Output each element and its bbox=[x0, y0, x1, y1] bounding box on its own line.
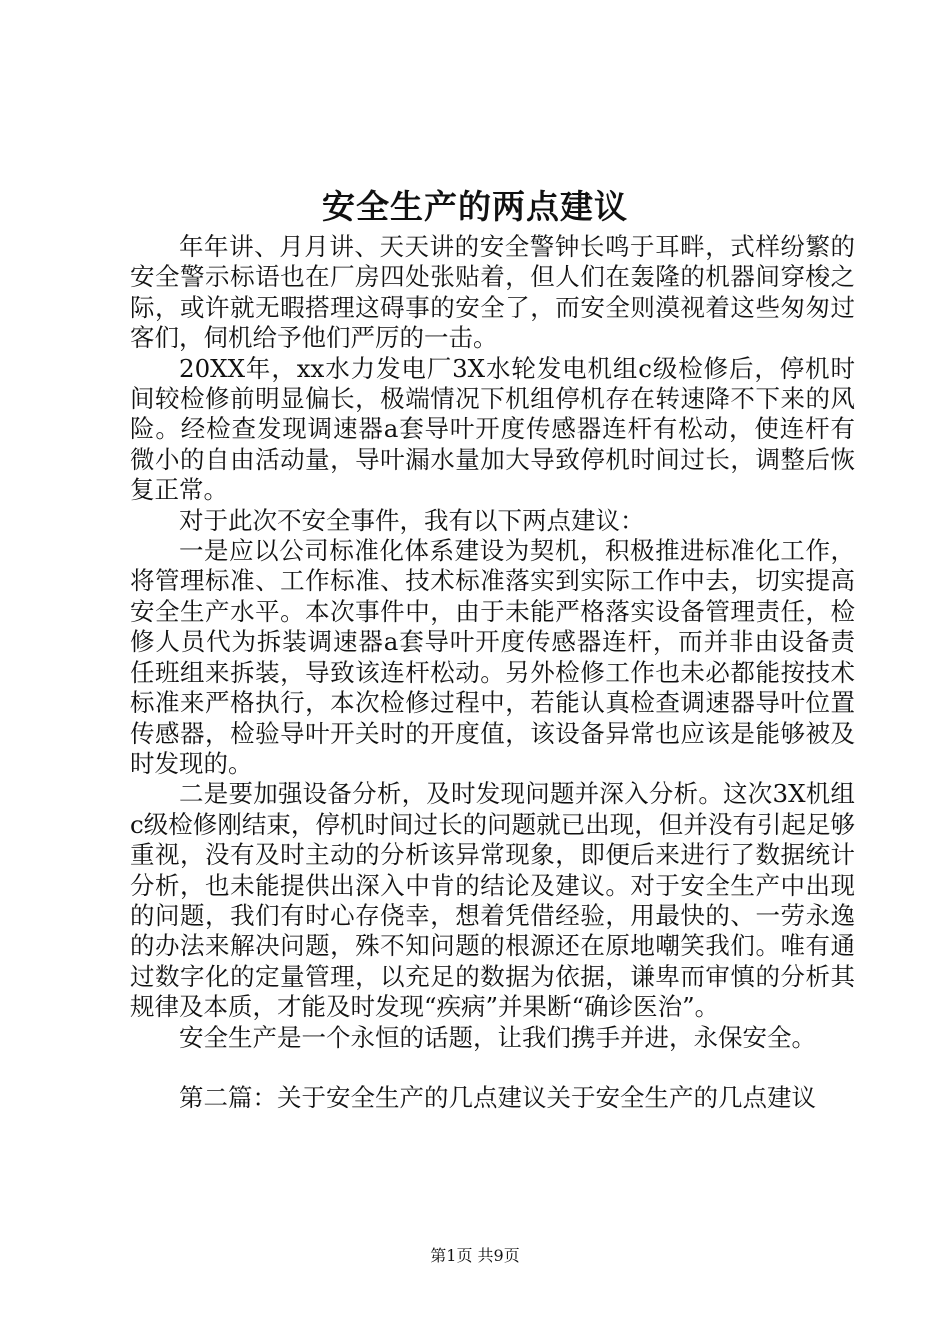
paragraph-incident: 20XX年，xx水力发电厂3X水轮发电机组c级检修后，停机时间较检修前明显偏长，极端情况下机组停机存在转速降不下来的风险。经检查发现调速器a套导叶开度传感器连杆有松动，使连杆有微小的自由活动量，导叶漏水量加大导致停机时间过长，调整后恢复正常。 bbox=[130, 353, 855, 505]
document-title: 安全生产的两点建议 bbox=[322, 187, 628, 226]
paragraph-suggestion-two: 二是要加强设备分析，及时发现问题并深入分析。这次3X机组c级检修刚结束，停机时间过长的问题就已出现，但并没有引起足够重视，没有及时主动的分析该异常现象，即便后来进行了数据统计分析，也未能提供出深入中肯的结论及建议。对于安全生产中出现的问题，我们有时心存侥幸，想着凭借经验，用最快的、一劳永逸的办法来解决问题，殊不知问题的根源还在原地嘲笑我们。唯有通过数字化的定量管理，以充足的数据为依据，谦卑而审慎的分析其规律及本质，才能及时发现“疾病”并果断“确诊医治”。 bbox=[130, 779, 855, 1022]
paragraph-suggestions-lead: 对于此次不安全事件，我有以下两点建议： bbox=[179, 505, 645, 535]
paragraph-suggestion-one: 一是应以公司标准化体系建设为契机，积极推进标准化工作，将管理标准、工作标准、技术标准落实到实际工作中去，切实提高安全生产水平。本次事件中，由于未能严格落实设备管理责任，检修人员代为拆装调速器a套导叶开度传感器连杆，而并非由设备责任班组来拆装，导致该连杆松动。另外检修工作也未必都能按技术标准来严格执行，本次检修过程中，若能认真检查调速器导叶位置传感器，检验导叶开关时的开度值，该设备异常也应该是能够被及时发现的。 bbox=[130, 536, 855, 778]
paragraph-second-article-heading: 第二篇：关于安全生产的几点建议关于安全生产的几点建议 bbox=[179, 1082, 816, 1112]
document-body bbox=[130, 232, 855, 1113]
paragraph-intro: 年年讲、月月讲、天天讲的安全警钟长鸣于耳畔，式样纷繁的安全警示标语也在厂房四处张贴着，但人们在轰隆的机器间穿梭之际，或许就无暇搭理这碍事的安全了，而安全则漠视着这些匆匆过客们，伺机给予他们严厉的一击。 bbox=[130, 232, 855, 353]
paragraph-conclusion: 安全生产是一个永恒的话题，让我们携手并进，永保安全。 bbox=[179, 1022, 816, 1052]
page-number-footer: 第1页 共9页 bbox=[430, 1246, 520, 1265]
